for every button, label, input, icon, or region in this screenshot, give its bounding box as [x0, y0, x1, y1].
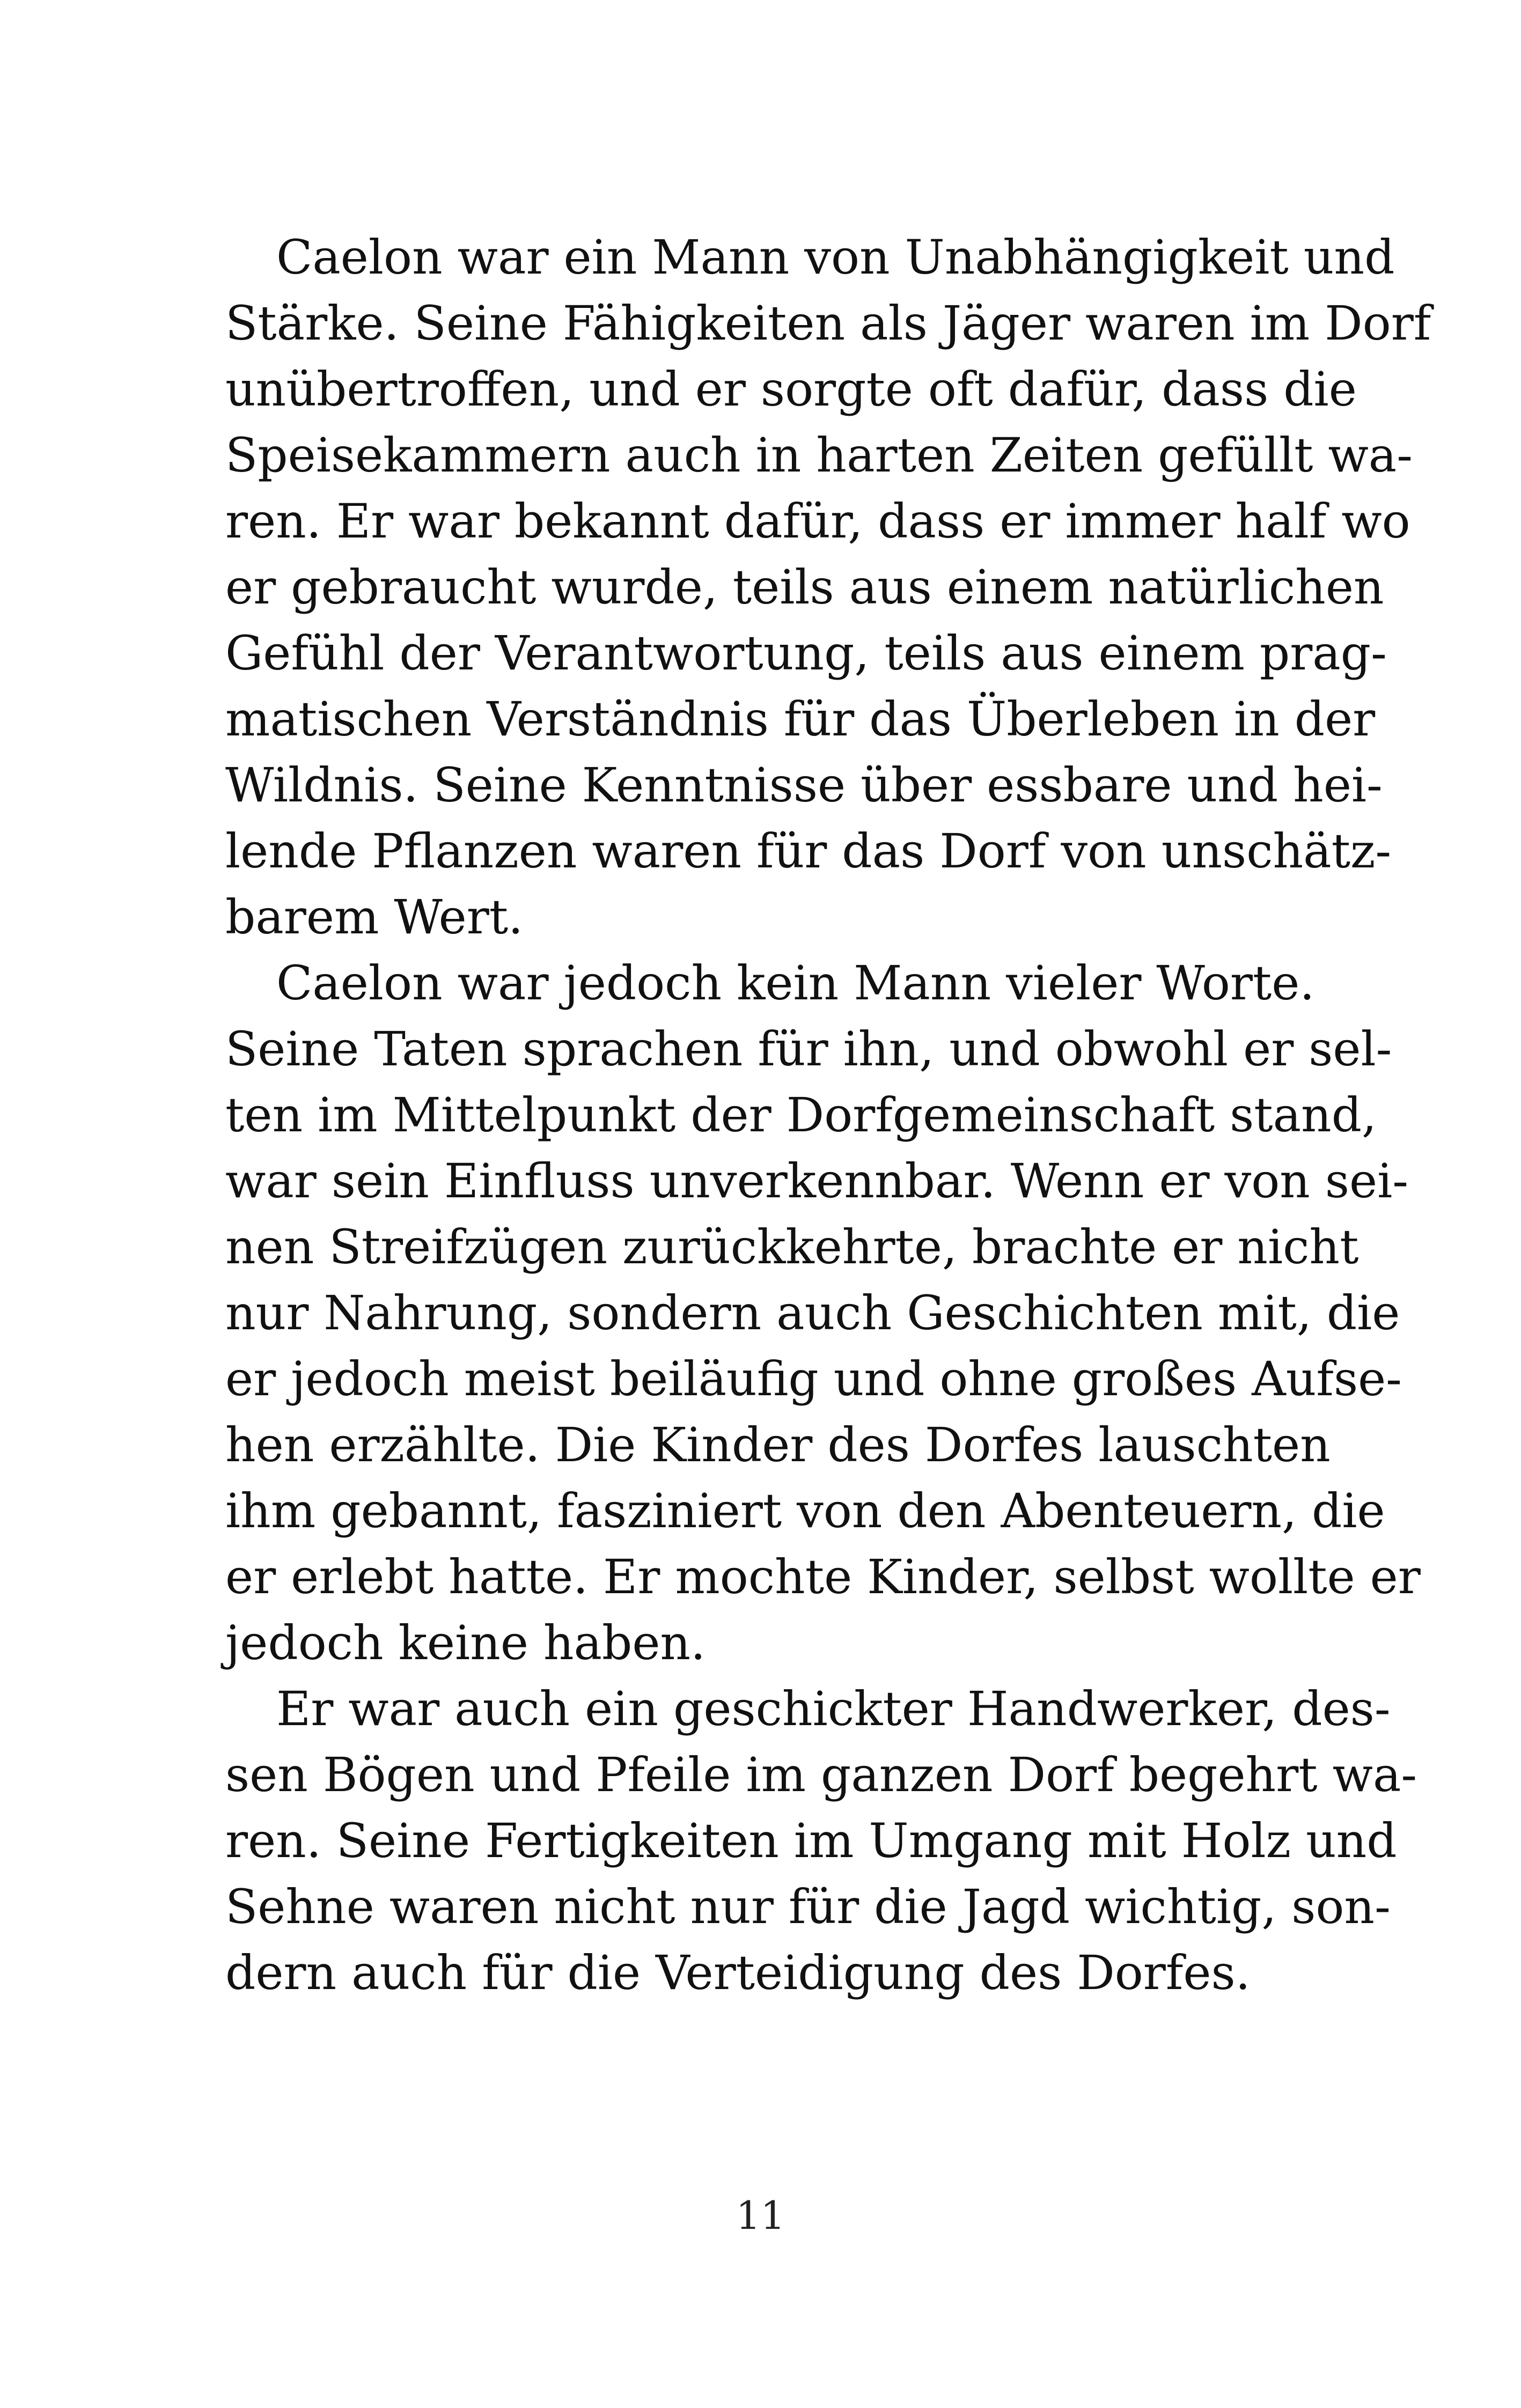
- text-line: matischen Verständnis für das Überleben in der: [225, 691, 1376, 747]
- text-line: war sein Einfluss unverkennbar. Wenn er von sei-: [225, 1153, 1408, 1209]
- text-line: Caelon war ein Mann von Unabhängigkeit und: [276, 230, 1395, 285]
- text-line: Wildnis. Seine Kenntnisse über essbare und hei-: [225, 757, 1383, 813]
- paragraph-2: [225, 950, 1421, 1676]
- text-line: er gebraucht wurde, teils aus einem natürlichen: [225, 559, 1384, 615]
- text-line: unübertroffen, und er sorgte oft dafür, dass die: [225, 362, 1357, 417]
- body-text: [225, 224, 1431, 2006]
- paragraph-3: [225, 1676, 1417, 2006]
- text-line: lende Pflanzen waren für das Dorf von unschätz-: [225, 823, 1392, 879]
- paragraph-1: [225, 224, 1431, 950]
- page-number: 11: [736, 2193, 785, 2238]
- text-line: barem Wert.: [225, 889, 524, 945]
- text-line: ten im Mittelpunkt der Dorfgemeinschaft stand,: [225, 1087, 1377, 1143]
- text-line: Er war auch ein geschickter Handwerker, des-: [276, 1681, 1391, 1736]
- text-line: ren. Er war bekannt dafür, dass er immer half wo: [225, 494, 1410, 549]
- text-line: ihm gebannt, fasziniert von den Abenteuern, die: [225, 1483, 1385, 1538]
- text-line: Seine Taten sprachen für ihn, und obwohl er sel-: [225, 1021, 1392, 1077]
- text-line: nur Nahrung, sondern auch Geschichten mit, die: [225, 1285, 1400, 1341]
- text-line: Gefühl der Verantwortung, teils aus einem prag-: [225, 625, 1387, 681]
- text-line: dern auch für die Verteidigung des Dorfes.: [225, 1945, 1251, 2000]
- text-line: er jedoch meist beiläufig und ohne großes Aufse-: [225, 1351, 1402, 1406]
- text-line: Speisekammern auch in harten Zeiten gefüllt wa-: [225, 428, 1413, 483]
- text-line: er erlebt hatte. Er mochte Kinder, selbst wollte er: [225, 1549, 1421, 1604]
- text-line: Caelon war jedoch kein Mann vieler Worte.: [276, 955, 1315, 1011]
- text-line: sen Bögen und Pfeile im ganzen Dorf begehrt wa-: [225, 1747, 1417, 1802]
- text-line: ren. Seine Fertigkeiten im Umgang mit Holz und: [225, 1813, 1397, 1868]
- text-line: nen Streifzügen zurückkehrte, brachte er nicht: [225, 1219, 1359, 1275]
- text-line: jedoch keine haben.: [225, 1615, 706, 1670]
- text-line: Sehne waren nicht nur für die Jagd wichtig, son-: [225, 1879, 1391, 1934]
- text-line: hen erzählte. Die Kinder des Dorfes lauschten: [225, 1417, 1331, 1472]
- text-line: Stärke. Seine Fähigkeiten als Jäger waren im Dorf: [225, 296, 1431, 351]
